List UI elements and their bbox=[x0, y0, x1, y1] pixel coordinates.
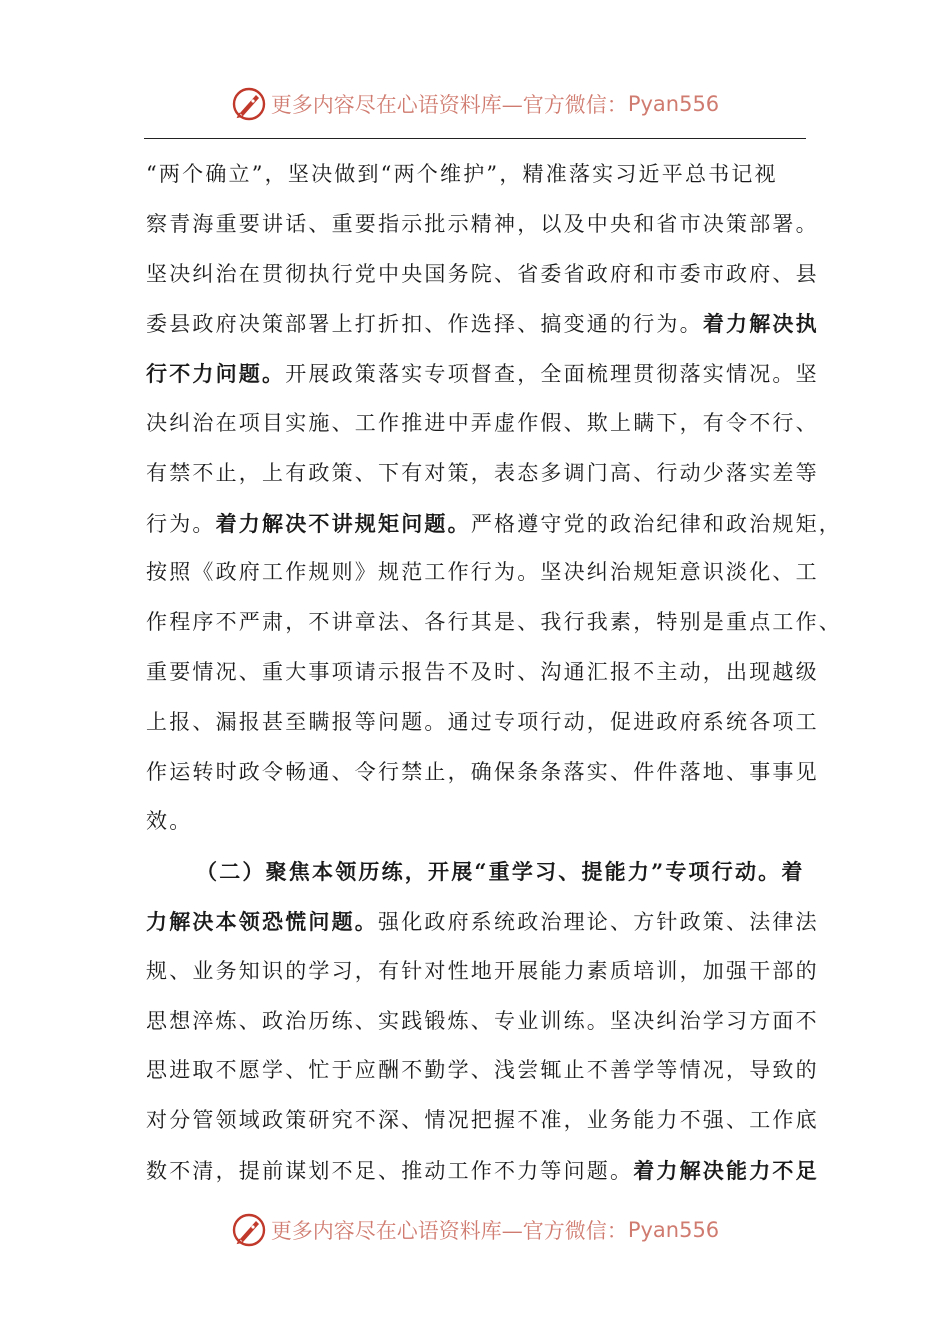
bold-text-run: 着力解决不讲规矩问题。 bbox=[215, 510, 471, 536]
text-line bbox=[146, 349, 819, 399]
text-run: 有禁不止，上有政策、下有对策，表态多调门高、行动少落实差等 bbox=[146, 460, 819, 485]
header-divider bbox=[144, 138, 806, 139]
text-run: 坚决纠治在贯彻执行党中央国务院、省委省政府和市委市政府、县 bbox=[146, 261, 819, 286]
text-run: 严格遵守党的政治纪律和政治规矩， bbox=[470, 511, 843, 536]
text-line bbox=[146, 399, 819, 449]
text-run: 行为。 bbox=[146, 511, 216, 536]
header-banner bbox=[0, 82, 950, 126]
text-run: 数不清，提前谋划不足、推动工作不力等问题。 bbox=[146, 1158, 634, 1183]
text-run: 委县政府决策部署上打折扣、作选择、搞变通的行为。 bbox=[146, 312, 703, 337]
text-line bbox=[146, 1046, 819, 1096]
header-wechat-id: Pyan556 bbox=[627, 92, 720, 116]
bold-text-run: （二）聚焦本领历练，开展“重学习、提能力”专项行动。着 bbox=[196, 859, 805, 885]
text-line bbox=[146, 598, 842, 648]
text-line bbox=[146, 897, 819, 947]
footer-banner bbox=[0, 1208, 950, 1252]
header-site-text: 更多内容尽在心语资料库—官方微信： bbox=[270, 93, 628, 117]
text-run: 对分管领域政策研究不深、情况把握不准，业务能力不强、工作底 bbox=[146, 1108, 819, 1133]
text-run: 决纠治在项目实施、工作推进中弄虚作假、欺上瞒下，有令不行、 bbox=[146, 410, 819, 435]
text-line bbox=[146, 748, 819, 798]
text-run: 重要情况、重大事项请示报告不及时、沟通汇报不主动，出现越级 bbox=[146, 659, 819, 684]
text-line bbox=[146, 548, 819, 598]
bold-text-run: 行不力问题。 bbox=[146, 361, 286, 387]
text-run: 效。 bbox=[146, 809, 193, 834]
text-run: 作程序不严肃，不讲章法、各行其是、我行我素，特别是重点工作、 bbox=[146, 610, 842, 635]
text-line bbox=[146, 299, 819, 349]
text-line bbox=[146, 698, 819, 748]
text-line bbox=[146, 997, 819, 1047]
text-run: “两个确立”，坚决做到“两个维护”，精准落实习近平总书记视 bbox=[146, 162, 778, 186]
document-body bbox=[146, 150, 843, 1196]
text-run: 思想淬炼、政治历练、实践锻炼、专业训练。坚决纠治学习方面不 bbox=[146, 1008, 819, 1033]
footer-site-text: 更多内容尽在心语资料库—官方微信： bbox=[270, 1219, 628, 1243]
text-line bbox=[146, 648, 819, 698]
text-run: 按照《政府工作规则》规范工作行为。坚决纠治规矩意识淡化、工 bbox=[146, 560, 819, 585]
text-line bbox=[146, 200, 819, 250]
text-run: 思进取不愿学、忙于应酬不勤学、浅尝辄止不善学等情况，导致的 bbox=[146, 1058, 819, 1083]
text-line bbox=[146, 1146, 819, 1196]
text-run: 察青海重要讲话、重要指示批示精神，以及中央和省市决策部署。 bbox=[146, 211, 819, 236]
text-run: 规、业务知识的学习，有针对性地开展能力素质培训，加强干部的 bbox=[146, 958, 819, 983]
text-run: 上报、漏报甚至瞒报等问题。通过专项行动，促进政府系统各项工 bbox=[146, 709, 819, 734]
bold-text-run: 着力解决执 bbox=[702, 311, 819, 337]
text-run: 开展政策落实专项督查，全面梳理贯彻落实情况。坚 bbox=[285, 362, 819, 387]
text-run: 作运转时政令畅通、令行禁止，确保条条落实、件件落地、事事见 bbox=[146, 759, 819, 784]
bold-text-run: 力解决本领恐慌问题。 bbox=[146, 908, 378, 934]
text-line bbox=[146, 250, 819, 300]
text-line bbox=[146, 150, 810, 200]
text-line bbox=[146, 1096, 819, 1146]
text-run: 强化政府系统政治理论、方针政策、法律法 bbox=[378, 909, 819, 934]
footer-wechat-id: Pyan556 bbox=[627, 1218, 720, 1242]
text-line bbox=[146, 449, 819, 499]
bold-text-run: 着力解决能力不足 bbox=[633, 1157, 819, 1183]
pen-logo-icon bbox=[231, 86, 267, 122]
text-line bbox=[146, 499, 843, 549]
text-line bbox=[146, 847, 810, 897]
text-line bbox=[146, 947, 819, 997]
text-line bbox=[146, 797, 810, 847]
pen-logo-icon bbox=[231, 1212, 267, 1248]
